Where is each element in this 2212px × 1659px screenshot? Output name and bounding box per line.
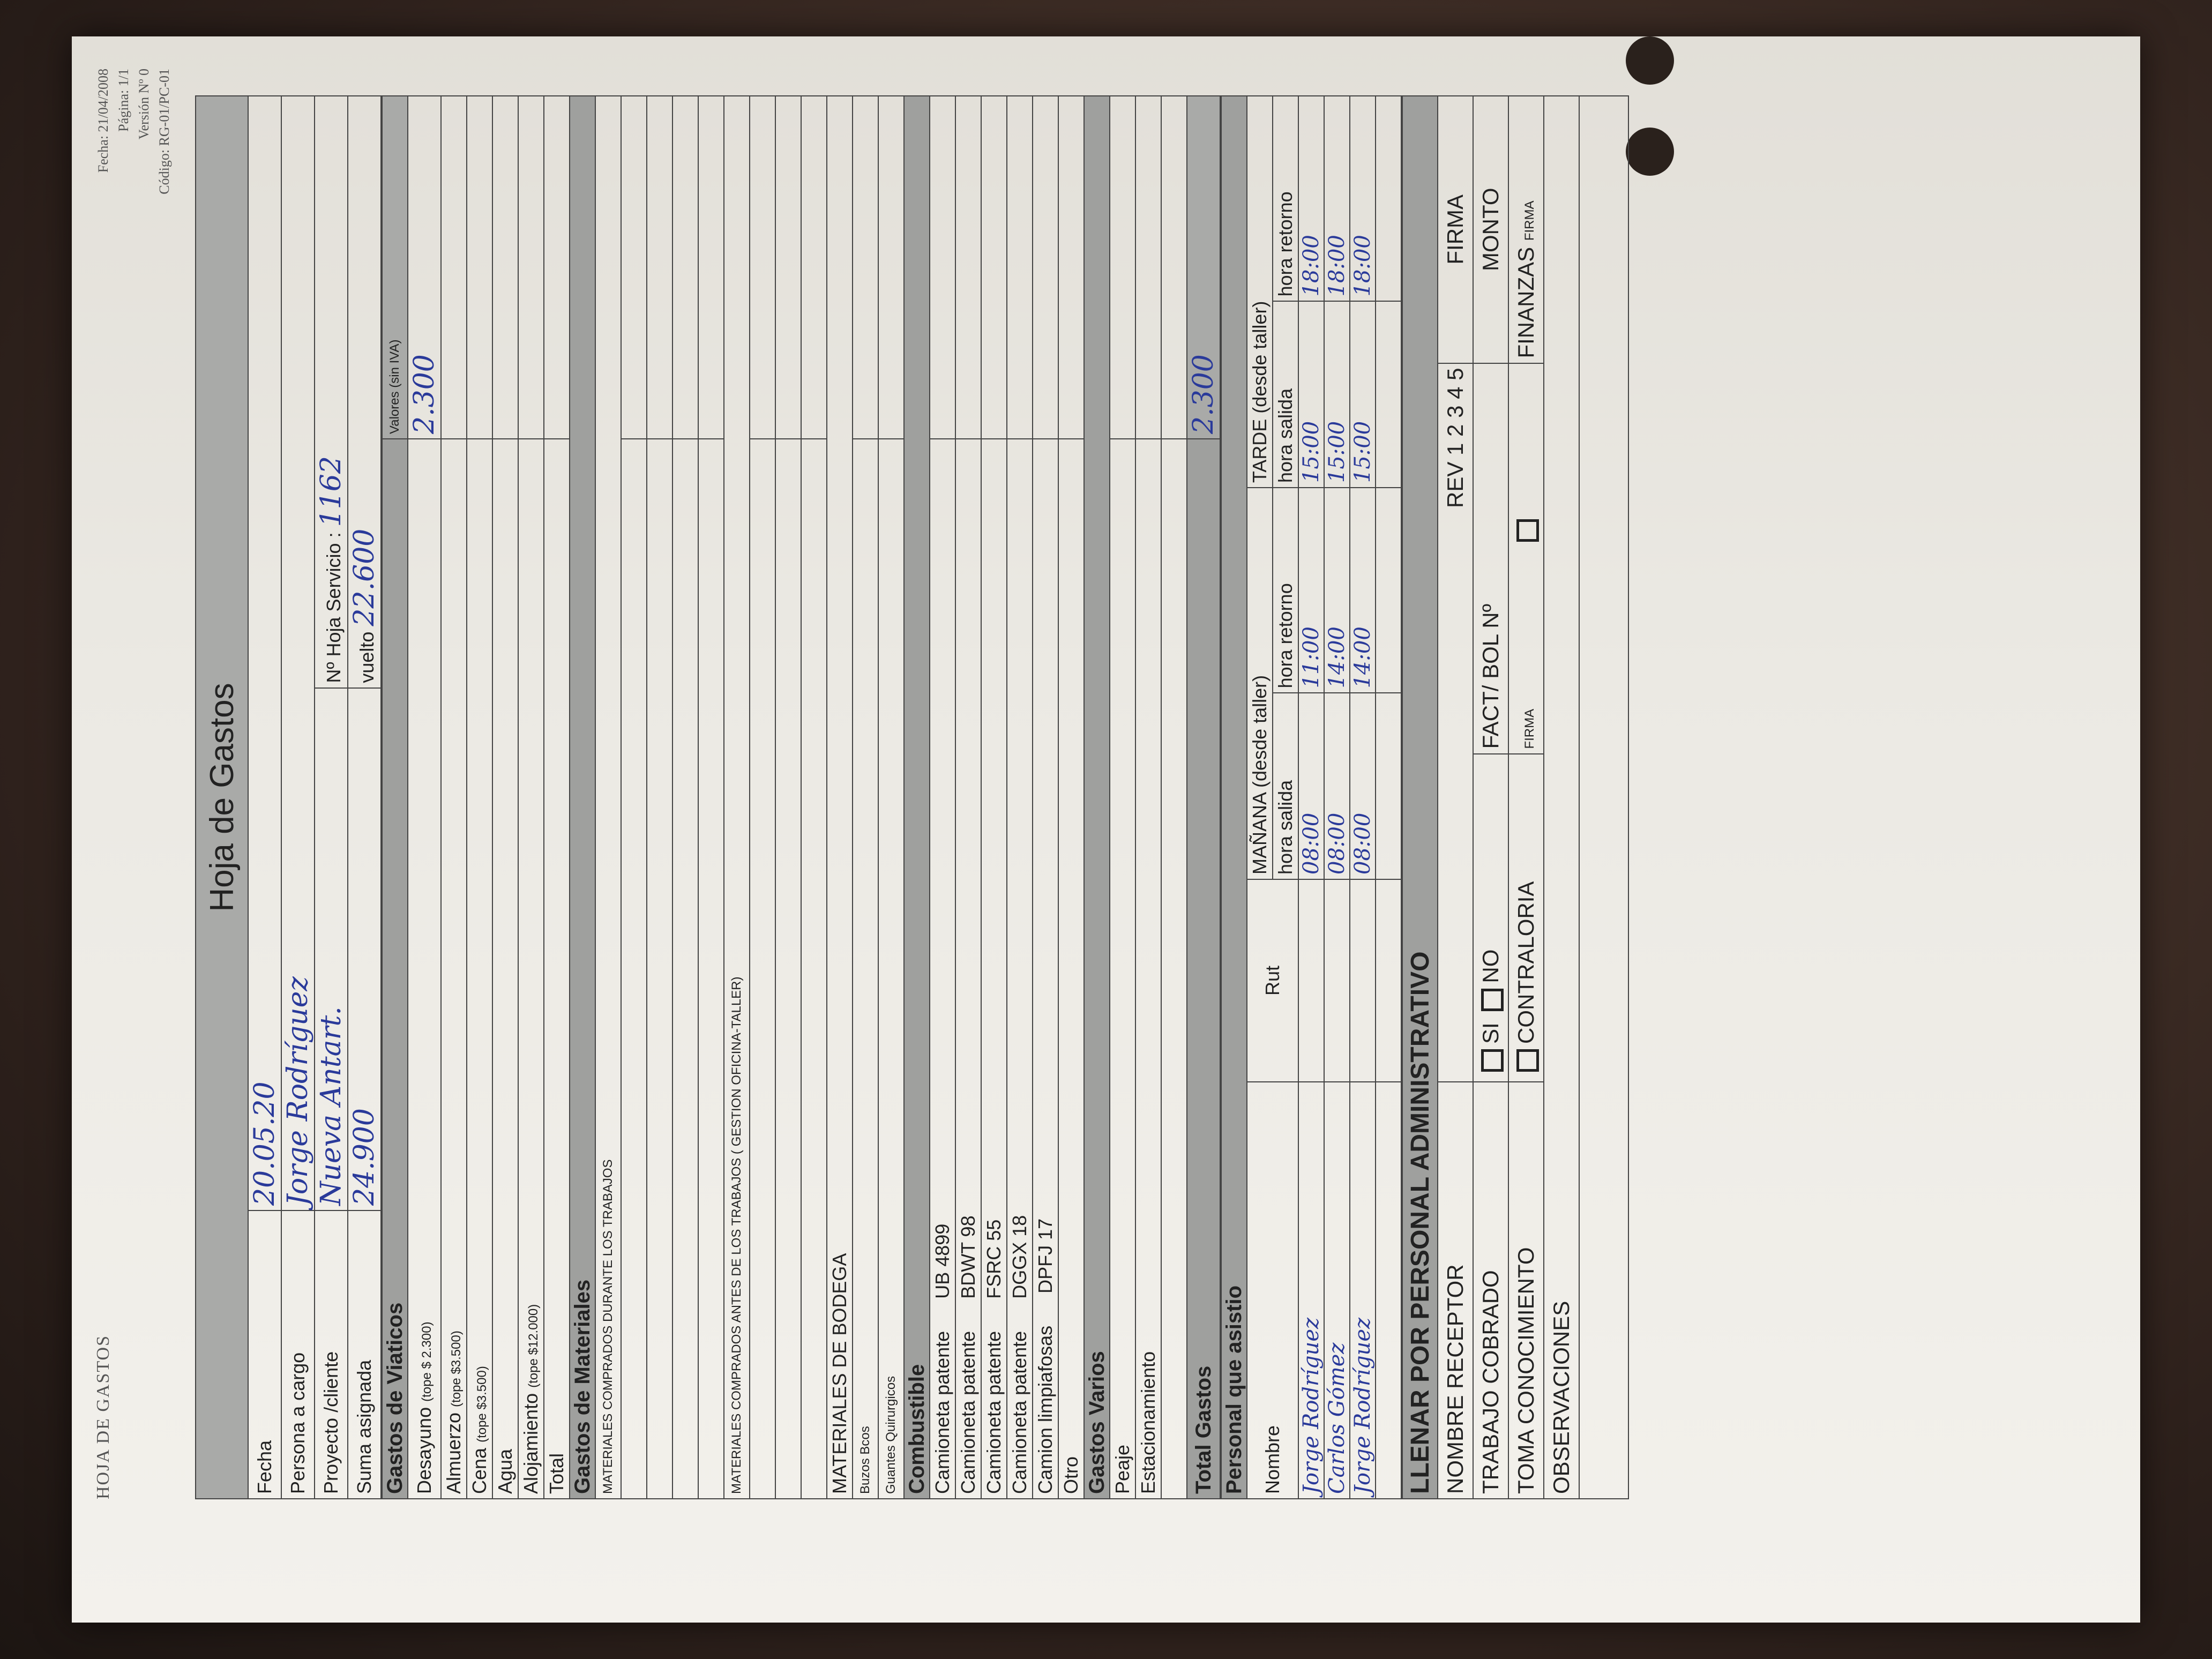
personal-nombre[interactable]: Carlos Gómez: [1324, 1082, 1350, 1499]
material-value-cell[interactable]: [801, 96, 827, 439]
combustible-value-cell[interactable]: [1033, 96, 1058, 439]
hoja-servicio-label: Nº Hoja Servicio :: [323, 532, 345, 683]
personal-m-retorno[interactable]: [1376, 488, 1401, 693]
personal-rut[interactable]: [1298, 879, 1324, 1082]
suma-field[interactable]: [348, 688, 381, 1210]
combustible-row: Camion limpiafosasDPFJ 17: [1033, 439, 1058, 1499]
doc-meta: [93, 69, 175, 195]
personal-row: [1350, 96, 1376, 1499]
personal-row: [1376, 96, 1401, 1499]
viatico-desayuno: Desayuno (tope $ 2.300): [408, 439, 441, 1499]
personal-m-retorno[interactable]: 14:00: [1324, 488, 1350, 693]
personal-rut[interactable]: [1350, 879, 1376, 1082]
monto-label: MONTO: [1473, 96, 1508, 363]
material-value-cell[interactable]: [853, 96, 878, 439]
meta-fecha: Fecha: 21/04/2008: [95, 69, 111, 173]
col-nombre: Nombre: [1247, 1082, 1298, 1499]
personal-rut[interactable]: [1324, 879, 1350, 1082]
viatico-alojamiento: Alojamiento (tope $12.000): [518, 439, 544, 1499]
material-row[interactable]: [621, 439, 647, 1499]
personal-m-salida[interactable]: 08:00: [1350, 693, 1376, 879]
viatico-value-cell[interactable]: [492, 96, 518, 439]
fecha-label: Fecha: [248, 1210, 281, 1499]
col-m-retorno: hora retorno: [1273, 488, 1298, 693]
no-checkbox[interactable]: [1481, 989, 1504, 1011]
combustible-row: Camioneta patenteUB 4899: [930, 439, 955, 1499]
materiales-antes-label: MATERIALES COMPRADOS ANTES DE LOS TRABAJOS ( GESTION OFICINA-TALLER): [724, 96, 750, 1499]
viaticos-row: [441, 96, 467, 1499]
combustible-row: Camioneta patenteDGGX 18: [1007, 439, 1033, 1499]
materiales-durante-label: MATERIALES COMPRADOS DURANTE LOS TRABAJOS: [595, 96, 621, 1499]
observaciones-field[interactable]: [1579, 96, 1628, 1499]
material-row[interactable]: [672, 439, 698, 1499]
material-value-cell[interactable]: [698, 96, 724, 439]
nombre-receptor-label: NOMBRE RECEPTOR: [1438, 1082, 1473, 1499]
col-t-retorno: hora retorno: [1273, 96, 1298, 301]
viatico-cena: Cena (tope $3.500): [467, 439, 492, 1499]
total-label: Total Gastos: [1187, 439, 1220, 1499]
header-table: [195, 95, 382, 1499]
material-row[interactable]: [647, 439, 672, 1499]
personal-m-retorno[interactable]: 14:00: [1350, 488, 1376, 693]
material-value-cell[interactable]: [672, 96, 698, 439]
firma-contraloria: FIRMA: [1508, 363, 1544, 754]
contraloria-option: [1508, 754, 1544, 1082]
suma-value: 24.900: [348, 1108, 380, 1206]
col-t-salida: hora salida: [1273, 301, 1298, 488]
combustible-value-cell[interactable]: [1058, 96, 1084, 439]
viaticos-row: [408, 96, 441, 1499]
material-row[interactable]: [750, 439, 775, 1499]
meta-codigo: Código: RG-01/PC-01: [156, 69, 172, 195]
personal-table: [1221, 95, 1402, 1499]
personal-m-salida[interactable]: 08:00: [1298, 693, 1324, 879]
proyecto-label: Proyecto /cliente: [315, 1210, 348, 1499]
toma-conocimiento-label: TOMA CONOCIMIENTO: [1508, 1082, 1544, 1499]
viatico-almuerzo: Almuerzo (tope $3.500): [441, 439, 467, 1499]
values-header: Valores (sin IVA): [382, 96, 408, 439]
meta-version: Versión Nº 0: [136, 69, 152, 140]
total-value-cell[interactable]: [1187, 96, 1220, 439]
personal-t-salida[interactable]: 15:00: [1298, 301, 1324, 488]
materiales-bodega-label: MATERIALES DE BODEGA: [827, 96, 853, 1499]
expense-form: [195, 95, 1629, 1499]
personal-nombre[interactable]: [1376, 1082, 1401, 1499]
personal-rut[interactable]: [1376, 879, 1401, 1082]
viaticos-row: [544, 96, 570, 1499]
material-row[interactable]: [775, 439, 801, 1499]
varios-row[interactable]: [1161, 439, 1187, 1499]
meta-pagina: Página: 1/1: [116, 69, 131, 132]
viatico-value-cell[interactable]: [544, 96, 570, 439]
admin-section-title: LLENAR POR PERSONAL ADMINISTRATIVO: [1402, 96, 1438, 1499]
personal-t-salida[interactable]: 15:00: [1324, 301, 1350, 488]
punch-hole: [1626, 36, 1674, 85]
varios-peaje: Peaje: [1110, 439, 1135, 1499]
vuelto-label: vuelto: [356, 631, 378, 683]
viatico-desayuno-value[interactable]: 2.300: [408, 96, 441, 439]
combustible-row: Otro: [1058, 439, 1084, 1499]
combustible-value-cell[interactable]: [930, 96, 955, 439]
finanzas-checkbox[interactable]: [1516, 519, 1539, 542]
varios-value-cell[interactable]: [1110, 96, 1135, 439]
viatico-agua: Agua: [492, 439, 518, 1499]
personal-t-salida[interactable]: 15:00: [1350, 301, 1376, 488]
material-value-cell[interactable]: [647, 96, 672, 439]
personal-m-salida[interactable]: 08:00: [1324, 693, 1350, 879]
persona-label: Persona a cargo: [281, 1210, 315, 1499]
viatico-value-cell[interactable]: [518, 96, 544, 439]
rev-label: REV 1 2 3 4 5: [1438, 363, 1473, 1082]
fecha-field[interactable]: [248, 96, 281, 1210]
form-title: Hoja de Gastos: [196, 96, 248, 1499]
varios-estacionamiento: Estacionamiento: [1135, 439, 1161, 1499]
observaciones-label: OBSERVACIONES: [1544, 96, 1579, 1499]
hoja-servicio-value: 1162: [315, 456, 347, 527]
personal-m-retorno[interactable]: 11:00: [1298, 488, 1324, 693]
contraloria-checkbox[interactable]: [1516, 1049, 1539, 1072]
punch-hole: [1626, 128, 1674, 176]
persona-field[interactable]: [281, 96, 315, 1210]
proyecto-field[interactable]: [315, 688, 348, 1210]
bodega-item: Guantes Quirurgicos: [878, 439, 904, 1499]
combustible-row: Camioneta patenteFSRC 55: [981, 439, 1007, 1499]
persona-value: Jorge Rodríguez: [282, 976, 314, 1206]
col-manana: MAÑANA (desde taller): [1247, 488, 1273, 879]
combustible-value-cell[interactable]: [955, 96, 981, 439]
personal-t-retorno[interactable]: 18:00: [1350, 96, 1376, 301]
material-value-cell[interactable]: [621, 96, 647, 439]
material-value-cell[interactable]: [775, 96, 801, 439]
material-value-cell[interactable]: [878, 96, 904, 439]
viatico-value-cell[interactable]: [441, 96, 467, 439]
personal-row: [1324, 96, 1350, 1499]
viaticos-row: [492, 96, 518, 1499]
varios-section-title: Gastos Varios: [1084, 96, 1110, 1499]
viatico-total: Total: [544, 439, 570, 1499]
material-row[interactable]: [801, 439, 827, 1499]
expense-sheet-paper: [72, 36, 2140, 1623]
personal-section-title: Personal que asistio: [1221, 96, 1247, 1499]
personal-t-retorno[interactable]: 18:00: [1298, 96, 1324, 301]
vuelto-value: 22.600: [348, 528, 380, 626]
personal-t-retorno[interactable]: 18:00: [1324, 96, 1350, 301]
doc-header: HOJA DE GASTOS: [93, 1335, 113, 1499]
personal-m-salida[interactable]: [1376, 693, 1401, 879]
combustible-value-cell[interactable]: [1007, 96, 1033, 439]
fecha-value: 20.05.20: [249, 1081, 281, 1206]
finanzas-label: FINANZAS: [1513, 246, 1538, 358]
personal-t-salida[interactable]: [1376, 301, 1401, 488]
finanzas-option: FINANZAS FIRMA: [1508, 96, 1544, 363]
viatico-value-cell[interactable]: [467, 96, 492, 439]
col-rut: Rut: [1247, 879, 1298, 1082]
col-tarde: TARDE (desde taller): [1247, 96, 1273, 488]
cobrado-options: [1473, 754, 1508, 1082]
viaticos-table: [382, 95, 1221, 1499]
admin-table: [1402, 95, 1629, 1499]
viaticos-row: [467, 96, 492, 1499]
material-row[interactable]: [698, 439, 724, 1499]
col-m-salida: hora salida: [1273, 693, 1298, 879]
personal-row: [1298, 96, 1324, 1499]
contraloria-label: CONTRALORIA: [1513, 881, 1538, 1044]
no-label: NO: [1478, 949, 1503, 983]
personal-t-retorno[interactable]: [1376, 96, 1401, 301]
hoja-servicio-field[interactable]: [315, 96, 348, 688]
materiales-section-title: Gastos de Materiales: [570, 96, 595, 1499]
firma-receptor-label: FIRMA: [1438, 96, 1473, 363]
combustible-section-title: Combustible: [904, 96, 930, 1499]
varios-value-cell[interactable]: [1161, 96, 1187, 439]
total-value: 2.300: [1187, 354, 1220, 434]
bodega-item: Buzos Bcos: [853, 439, 878, 1499]
fact-bol-label: FACT/ BOL Nº: [1473, 363, 1508, 754]
varios-value-cell[interactable]: [1135, 96, 1161, 439]
si-checkbox[interactable]: [1481, 1049, 1504, 1072]
viaticos-section-title: Gastos de Viaticos: [382, 439, 408, 1499]
combustible-row: Camioneta patenteBDWT 98: [955, 439, 981, 1499]
material-value-cell[interactable]: [750, 96, 775, 439]
personal-nombre[interactable]: Jorge Rodríguez: [1298, 1082, 1324, 1499]
trabajo-cobrado-label: TRABAJO COBRADO: [1473, 1082, 1508, 1499]
personal-nombre[interactable]: Jorge Rodríguez: [1350, 1082, 1376, 1499]
si-label: SI: [1478, 1022, 1503, 1044]
vuelto-field[interactable]: [348, 96, 381, 688]
suma-label: Suma asignada: [348, 1210, 381, 1499]
proyecto-value: Nueva Antart.: [315, 1006, 347, 1206]
viaticos-row: [518, 96, 544, 1499]
combustible-value-cell[interactable]: [981, 96, 1007, 439]
